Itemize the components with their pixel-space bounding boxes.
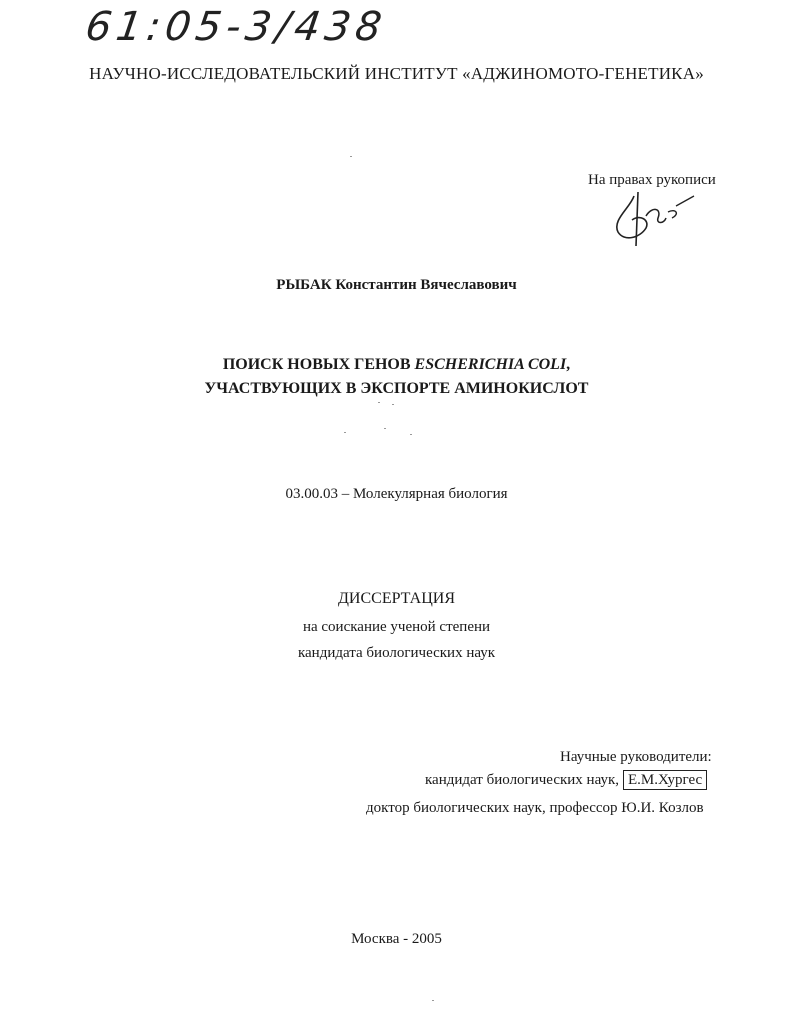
city-year: Москва - 2005 — [351, 931, 442, 947]
supervisor-1-name-box: Е.М.Хургес — [623, 770, 707, 790]
supervisor-1-title: кандидат биологических наук, — [425, 772, 619, 788]
manuscript-rights-note: На правах рукописи — [588, 172, 716, 188]
supervisor-1 — [425, 772, 707, 789]
institute-name: НАУЧНО-ИССЛЕДОВАТЕЛЬСКИЙ ИНСТИТУТ «АДЖИНОМОТО-ГЕНЕТИКА» — [89, 64, 704, 83]
dissertation-title-line-2: УЧАСТВУЮЩИХ В ЭКСПОРТЕ АМИНОКИСЛОТ — [204, 380, 589, 397]
supervisors-heading: Научные руководители: — [560, 749, 712, 765]
title-prefix: ПОИСК НОВЫХ ГЕНОВ — [222, 356, 415, 373]
work-type: ДИССЕРТАЦИЯ — [338, 590, 455, 607]
supervisor-2: доктор биологических наук, профессор Ю.И. Козлов — [366, 800, 704, 816]
specialty-code: 03.00.03 – Молекулярная биология — [285, 486, 508, 502]
dissertation-title-line-1 — [0, 356, 793, 374]
archive-number-stamp: 61:05-3/438 — [82, 4, 390, 50]
signature-mark — [606, 188, 706, 248]
degree-line-2: кандидата биологических наук — [297, 645, 496, 661]
title-organism: ESCHERICHIA COLI — [414, 356, 567, 373]
title-suffix: , — [566, 356, 571, 373]
author-name: РЫБАК Константин Вячеславович — [276, 277, 517, 293]
degree-line-1: на соискание ученой степени — [302, 619, 491, 635]
